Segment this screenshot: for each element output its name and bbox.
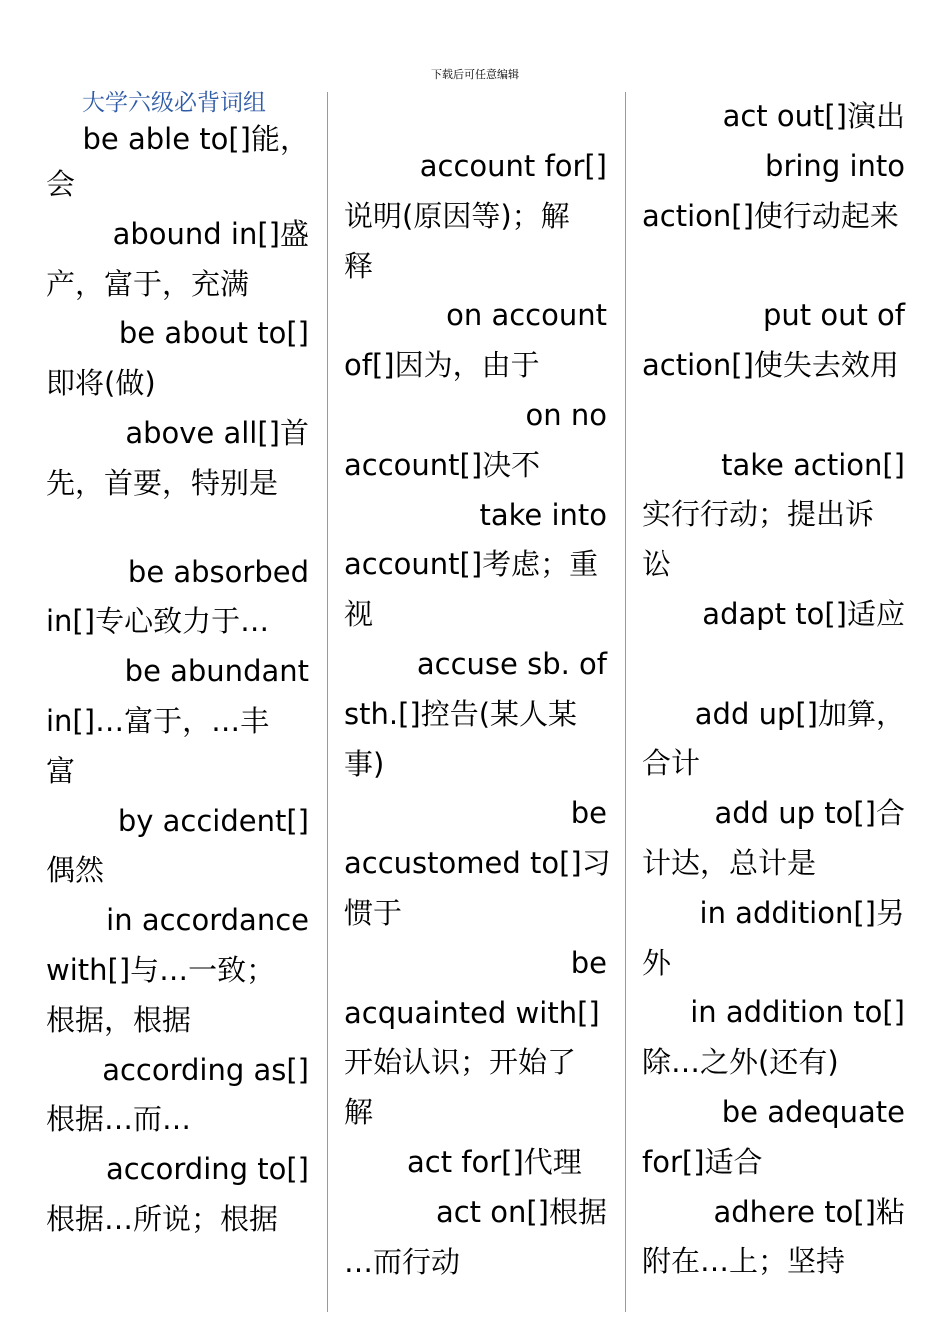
text-line: 外 bbox=[642, 945, 672, 980]
text-line: …而行动 bbox=[344, 1244, 461, 1279]
blank-line bbox=[642, 241, 905, 291]
column-divider-right bbox=[625, 92, 626, 1312]
text-line: take action[] bbox=[721, 447, 905, 482]
text-line: 即将(做) bbox=[46, 366, 156, 401]
text-line: adapt to[]适应 bbox=[702, 596, 905, 631]
text-line: of[]因为，由于 bbox=[344, 348, 540, 383]
text-line: sth.[]控告(某人某 bbox=[344, 696, 578, 731]
text-line: be bbox=[570, 945, 607, 980]
text-line: with[]与…一致； bbox=[46, 952, 276, 987]
text-line: be about to[] bbox=[118, 316, 309, 351]
text-line: be abundant bbox=[124, 654, 309, 689]
text-line: 合计 bbox=[642, 746, 701, 781]
text-line: 释 bbox=[344, 248, 374, 283]
text-line: add up[]加算， bbox=[694, 696, 905, 731]
text-line: bring into bbox=[765, 148, 905, 183]
text-line: account[]决不 bbox=[344, 447, 541, 482]
text-line: 说明(原因等)；解 bbox=[344, 198, 570, 233]
text-line: take into bbox=[479, 497, 607, 532]
text-line: abound in[]盛 bbox=[112, 216, 309, 251]
text-line: 根据…而… bbox=[46, 1102, 192, 1137]
text-line: in[]…富于，…丰 bbox=[46, 703, 270, 738]
page-header: 下载后可任意编辑 bbox=[431, 68, 519, 81]
text-line: be adequate bbox=[721, 1094, 905, 1129]
text-line: put out of bbox=[762, 298, 905, 333]
text-line: 开始认识；开始了 bbox=[344, 1045, 577, 1080]
text-line: 先，首要，特别是 bbox=[46, 465, 279, 500]
text-line: 偶然 bbox=[46, 853, 105, 888]
document-title: 大学六级必背词组 bbox=[82, 90, 266, 116]
column-divider-left bbox=[327, 92, 328, 1312]
text-line: by accident[] bbox=[117, 803, 309, 838]
text-line: 事) bbox=[344, 746, 385, 781]
text-line: in addition to[] bbox=[690, 995, 905, 1030]
text-line: 计达，总计是 bbox=[642, 845, 817, 880]
text-line: action[]使失去效用 bbox=[642, 347, 899, 382]
text-line: act out[]演出 bbox=[722, 99, 905, 133]
text-line: acquainted with[] bbox=[344, 995, 600, 1030]
text-line: 讼 bbox=[642, 547, 672, 582]
text-line: on account bbox=[446, 298, 607, 333]
blank-line bbox=[642, 640, 905, 690]
text-line: add up to[]合 bbox=[714, 796, 905, 831]
text-line: be absorbed bbox=[127, 554, 309, 589]
text-line: 根据，根据 bbox=[46, 1002, 192, 1037]
text-line: 根据…所说；根据 bbox=[46, 1201, 279, 1236]
text-line: accuse sb. of bbox=[416, 646, 607, 681]
text-line: for[]适合 bbox=[642, 1144, 763, 1179]
text-line: account for[] bbox=[419, 149, 607, 183]
text-line: according to[] bbox=[105, 1152, 309, 1187]
column-3 bbox=[642, 88, 905, 1287]
text-line: adhere to[]粘 bbox=[713, 1194, 905, 1229]
text-line: 视 bbox=[344, 597, 374, 632]
text-line: according as[] bbox=[102, 1052, 309, 1087]
text-line: on no bbox=[525, 397, 607, 432]
text-line: 实行行动；提出诉 bbox=[642, 497, 875, 532]
text-line: in accordance bbox=[106, 903, 309, 938]
text-line: above all[]首 bbox=[125, 415, 309, 450]
text-line: 会 bbox=[46, 167, 76, 201]
text-line: 富 bbox=[46, 753, 76, 788]
text-line: account[]考虑；重 bbox=[344, 547, 599, 582]
text-line: be bbox=[570, 796, 607, 831]
text-line: 惯于 bbox=[344, 895, 403, 930]
text-line: be able to[]能， bbox=[82, 122, 309, 156]
blank-line bbox=[46, 509, 309, 548]
column-1 bbox=[46, 88, 309, 1245]
column-2 bbox=[344, 88, 611, 1287]
text-line: act on[]根据 bbox=[435, 1194, 607, 1229]
text-line: 产，富于，充满 bbox=[46, 266, 250, 301]
text-line: 附在…上；坚持 bbox=[642, 1244, 846, 1279]
text-line: in[]专心致力于… bbox=[46, 604, 270, 639]
text-line: 解 bbox=[344, 1095, 374, 1130]
text-line: 除…之外(还有) bbox=[642, 1045, 839, 1080]
text-line: action[]使行动起来 bbox=[642, 198, 899, 233]
text-line: act for[]代理 bbox=[407, 1144, 582, 1179]
blank-line bbox=[642, 391, 905, 441]
text-line: accustomed to[]习 bbox=[344, 846, 611, 881]
text-line: in addition[]另 bbox=[699, 895, 905, 930]
